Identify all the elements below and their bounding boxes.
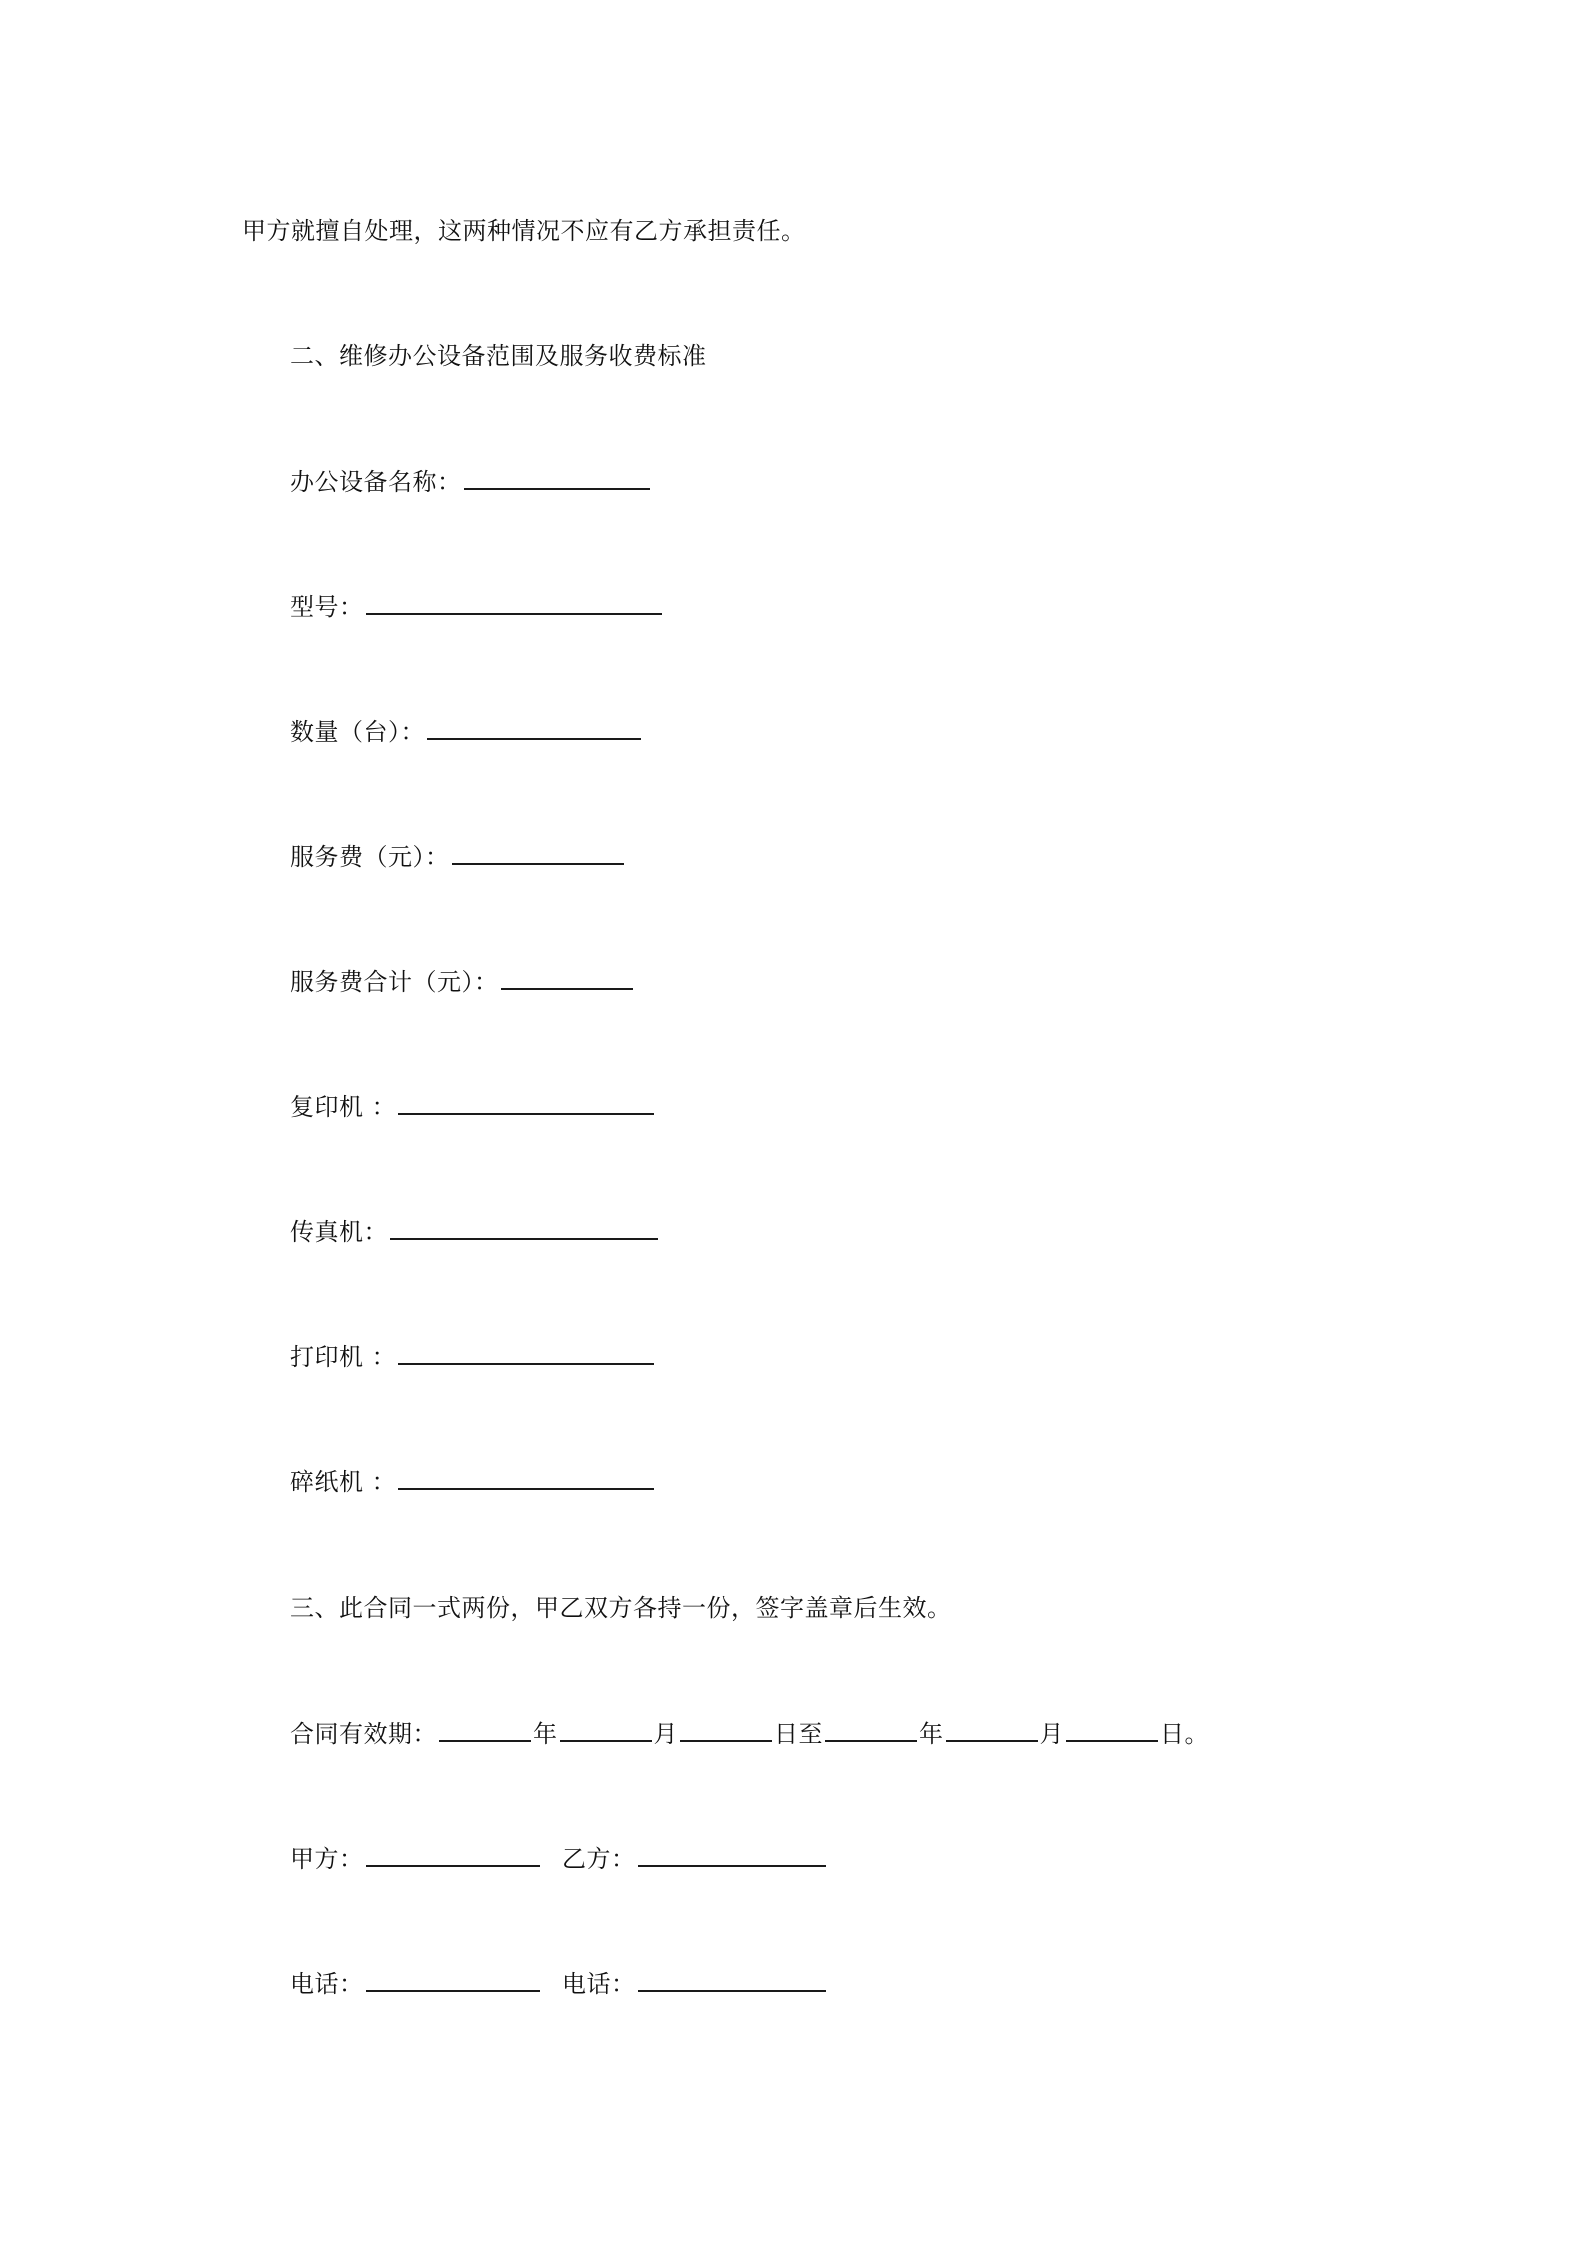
field-copier	[290, 1091, 656, 1123]
validity-year1-label: 年	[533, 1720, 558, 1748]
fax-blank[interactable]	[390, 1216, 658, 1240]
section3-heading	[290, 1592, 952, 1624]
field-service-fee	[290, 841, 626, 873]
party-b-label: 乙方：	[562, 1845, 636, 1873]
fax-label: 传真机：	[290, 1218, 388, 1246]
validity-month2-blank[interactable]	[946, 1718, 1038, 1742]
validity-day1-blank[interactable]	[680, 1718, 772, 1742]
validity-year2-blank[interactable]	[825, 1718, 917, 1742]
phone-a-label: 电话：	[290, 1970, 364, 1998]
section3-heading-text: 三、此合同一式两份，甲乙双方各持一份，签字盖章后生效。	[290, 1594, 952, 1622]
validity-month2-label: 月	[1039, 1720, 1064, 1748]
service-fee-total-label: 服务费合计（元）：	[290, 968, 499, 996]
continuation-label: 甲方就擅自处理，这两种情况不应有乙方承担责任。	[242, 217, 806, 245]
validity-month1-blank[interactable]	[560, 1718, 652, 1742]
field-shredder	[290, 1466, 656, 1498]
phone-b-blank[interactable]	[638, 1968, 826, 1992]
copier-blank[interactable]	[398, 1091, 654, 1115]
validity-year1-blank[interactable]	[439, 1718, 531, 1742]
section2-heading-text: 二、维修办公设备范围及服务收费标准	[290, 342, 707, 370]
equipment-name-blank[interactable]	[464, 466, 650, 490]
service-fee-label: 服务费（元）：	[290, 843, 450, 871]
section2-heading	[290, 340, 707, 372]
validity-day2-blank[interactable]	[1066, 1718, 1158, 1742]
phone-a-blank[interactable]	[366, 1968, 540, 1992]
quantity-label: 数量（台）：	[290, 718, 425, 746]
field-fax	[290, 1216, 660, 1248]
validity-dayto-label: 日至	[774, 1720, 823, 1748]
printer-blank[interactable]	[398, 1341, 654, 1365]
validity-month1-label: 月	[653, 1720, 678, 1748]
field-printer	[290, 1341, 656, 1373]
phone-row	[290, 1968, 542, 2000]
validity-dayend-label: 日。	[1160, 1720, 1209, 1748]
copier-label: 复印机 ：	[290, 1093, 397, 1121]
party-a-label: 甲方：	[290, 1845, 364, 1873]
field-quantity	[290, 716, 643, 748]
phone-row-b	[562, 1968, 828, 2000]
party-a-blank[interactable]	[366, 1843, 540, 1867]
shredder-label: 碎纸机 ：	[290, 1468, 397, 1496]
signature-row-b	[562, 1843, 828, 1875]
field-validity	[290, 1718, 1209, 1750]
continuation-text	[242, 215, 806, 247]
field-service-fee-total	[290, 966, 635, 998]
field-equipment-name	[290, 466, 652, 498]
model-blank[interactable]	[366, 591, 662, 615]
phone-b-label: 电话：	[562, 1970, 636, 1998]
model-label: 型号：	[290, 593, 364, 621]
quantity-blank[interactable]	[427, 716, 641, 740]
validity-label: 合同有效期：	[290, 1720, 437, 1748]
party-b-blank[interactable]	[638, 1843, 826, 1867]
validity-year2-label: 年	[919, 1720, 944, 1748]
service-fee-total-blank[interactable]	[501, 966, 633, 990]
shredder-blank[interactable]	[398, 1466, 654, 1490]
equipment-name-label: 办公设备名称：	[290, 468, 462, 496]
signature-row	[290, 1843, 542, 1875]
field-model	[290, 591, 664, 623]
printer-label: 打印机 ：	[290, 1343, 397, 1371]
service-fee-blank[interactable]	[452, 841, 624, 865]
